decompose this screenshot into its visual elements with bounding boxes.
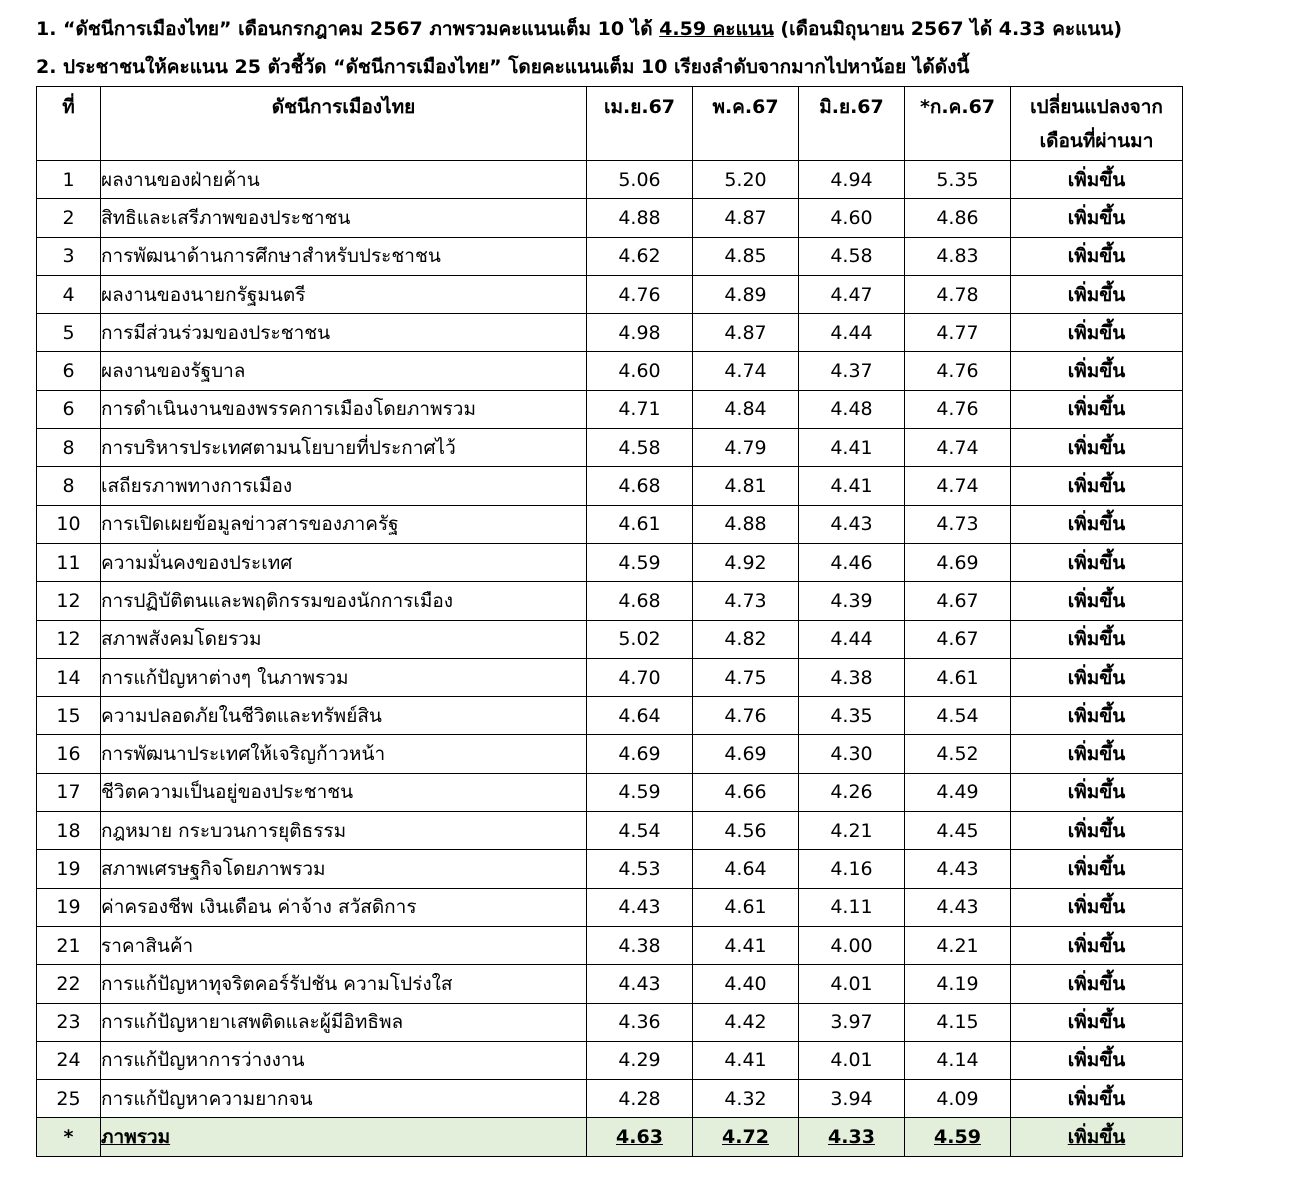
- cell-jun: 4.47: [799, 275, 905, 313]
- cell-apr: 4.28: [587, 1080, 693, 1118]
- table-row: [37, 199, 1183, 237]
- header-jun: มิ.ย.67: [799, 87, 905, 161]
- intro-line-1-suffix: (เดือนมิถุนายน 2567 ได้ 4.33 คะแนน): [773, 18, 1123, 40]
- cell-rank: 6: [37, 390, 101, 428]
- cell-change: เพิ่มขึ้น: [1011, 429, 1183, 467]
- cell-change: เพิ่มขึ้น: [1011, 965, 1183, 1003]
- header-change-line1: เปลี่ยนแปลงจาก: [1030, 96, 1163, 118]
- cell-name: การปฏิบัติตนและพฤติกรรมของนักการเมือง: [101, 582, 587, 620]
- table-row: [37, 812, 1183, 850]
- cell-rank: 5: [37, 314, 101, 352]
- total-apr-cell: [587, 1118, 693, 1156]
- cell-jun: 3.97: [799, 1003, 905, 1041]
- total-row: [37, 1118, 1183, 1156]
- cell-jul: 4.69: [905, 543, 1011, 581]
- cell-change: เพิ่มขึ้น: [1011, 812, 1183, 850]
- cell-name: ความปลอดภัยในชีวิตและทรัพย์สิน: [101, 697, 587, 735]
- header-rank: ที่: [37, 87, 101, 161]
- cell-apr: 4.69: [587, 735, 693, 773]
- cell-change: เพิ่มขึ้น: [1011, 505, 1183, 543]
- cell-rank: 6: [37, 352, 101, 390]
- header-may: พ.ค.67: [693, 87, 799, 161]
- cell-apr: 4.76: [587, 275, 693, 313]
- header-change-line2: เดือนที่ผ่านมา: [1039, 130, 1154, 152]
- table-row: [37, 850, 1183, 888]
- cell-change: เพิ่มขึ้น: [1011, 697, 1183, 735]
- cell-name: ราคาสินค้า: [101, 926, 587, 964]
- cell-change: เพิ่มขึ้น: [1011, 1080, 1183, 1118]
- cell-jun: 3.94: [799, 1080, 905, 1118]
- cell-change: เพิ่มขึ้น: [1011, 735, 1183, 773]
- cell-name: การบริหารประเทศตามนโยบายที่ประกาศไว้: [101, 429, 587, 467]
- cell-apr: 4.88: [587, 199, 693, 237]
- cell-jun: 4.41: [799, 429, 905, 467]
- cell-apr: 4.98: [587, 314, 693, 352]
- cell-name: การแก้ปัญหายาเสพติดและผู้มีอิทธิพล: [101, 1003, 587, 1041]
- cell-change: เพิ่มขึ้น: [1011, 888, 1183, 926]
- cell-apr: 4.70: [587, 658, 693, 696]
- cell-change: เพิ่มขึ้น: [1011, 1041, 1183, 1079]
- cell-jul: 4.43: [905, 850, 1011, 888]
- table-row: [37, 429, 1183, 467]
- table-row: [37, 505, 1183, 543]
- cell-change: เพิ่มขึ้น: [1011, 161, 1183, 199]
- cell-apr: 4.38: [587, 926, 693, 964]
- header-name: ดัชนีการเมืองไทย: [101, 87, 587, 161]
- cell-jul: 4.52: [905, 735, 1011, 773]
- table-row: [37, 275, 1183, 313]
- cell-jul: 4.76: [905, 352, 1011, 390]
- cell-jun: 4.16: [799, 850, 905, 888]
- cell-jun: 4.38: [799, 658, 905, 696]
- cell-change: เพิ่มขึ้น: [1011, 275, 1183, 313]
- cell-name: ชีวิตความเป็นอยู่ของประชาชน: [101, 773, 587, 811]
- cell-jul: 4.73: [905, 505, 1011, 543]
- cell-jun: 4.60: [799, 199, 905, 237]
- cell-name: ผลงานของฝ่ายค้าน: [101, 161, 587, 199]
- cell-jun: 4.39: [799, 582, 905, 620]
- cell-name: กฎหมาย กระบวนการยุติธรรม: [101, 812, 587, 850]
- table-row: [37, 620, 1183, 658]
- total-name: ภาพรวม: [101, 1126, 171, 1149]
- table-row: [37, 161, 1183, 199]
- cell-change: เพิ่มขึ้น: [1011, 314, 1183, 352]
- cell-jul: 4.49: [905, 773, 1011, 811]
- cell-apr: 4.53: [587, 850, 693, 888]
- table-row: [37, 1003, 1183, 1041]
- cell-name: การแก้ปัญหาทุจริตคอร์รัปชัน ความโปร่งใส: [101, 965, 587, 1003]
- cell-apr: 4.58: [587, 429, 693, 467]
- cell-rank: 22: [37, 965, 101, 1003]
- cell-jul: 4.45: [905, 812, 1011, 850]
- cell-apr: 4.36: [587, 1003, 693, 1041]
- cell-rank: 1: [37, 161, 101, 199]
- header-jul: *ก.ค.67: [905, 87, 1011, 161]
- cell-may: 5.20: [693, 161, 799, 199]
- cell-jul: 4.74: [905, 467, 1011, 505]
- cell-may: 4.66: [693, 773, 799, 811]
- cell-may: 4.41: [693, 1041, 799, 1079]
- table-row: [37, 467, 1183, 505]
- cell-name: การดำเนินงานของพรรคการเมืองโดยภาพรวม: [101, 390, 587, 428]
- cell-change: เพิ่มขึ้น: [1011, 237, 1183, 275]
- cell-may: 4.92: [693, 543, 799, 581]
- cell-may: 4.32: [693, 1080, 799, 1118]
- cell-rank: 25: [37, 1080, 101, 1118]
- cell-jun: 4.30: [799, 735, 905, 773]
- cell-may: 4.61: [693, 888, 799, 926]
- cell-apr: 4.43: [587, 888, 693, 926]
- cell-jun: 4.01: [799, 965, 905, 1003]
- cell-jul: 4.54: [905, 697, 1011, 735]
- total-apr: 4.63: [616, 1126, 663, 1149]
- cell-change: เพิ่มขึ้น: [1011, 390, 1183, 428]
- intro-line-2: 2. ประชาชนให้คะแนน 25 ตัวชี้วัด “ดัชนีการเมืองไทย” โดยคะแนนเต็ม 10 เรียงลำดับจากมากไปหาน้อย ได้ดังนี้: [36, 56, 970, 78]
- table-row: [37, 697, 1183, 735]
- header-change: [1011, 87, 1183, 161]
- table-row: [37, 237, 1183, 275]
- total-change: เพิ่มขึ้น: [1067, 1126, 1126, 1149]
- cell-name: ผลงานของรัฐบาล: [101, 352, 587, 390]
- cell-may: 4.64: [693, 850, 799, 888]
- cell-change: เพิ่มขึ้น: [1011, 850, 1183, 888]
- cell-jun: 4.41: [799, 467, 905, 505]
- cell-name: เสถียรภาพทางการเมือง: [101, 467, 587, 505]
- total-change-cell: [1011, 1118, 1183, 1156]
- cell-apr: 4.54: [587, 812, 693, 850]
- cell-jun: 4.35: [799, 697, 905, 735]
- cell-apr: 4.60: [587, 352, 693, 390]
- intro-line-1: [36, 15, 1122, 43]
- cell-name: การแก้ปัญหาการว่างงาน: [101, 1041, 587, 1079]
- cell-may: 4.79: [693, 429, 799, 467]
- cell-jul: 4.67: [905, 582, 1011, 620]
- table-row: [37, 314, 1183, 352]
- cell-apr: 4.68: [587, 467, 693, 505]
- cell-change: เพิ่มขึ้น: [1011, 352, 1183, 390]
- cell-jun: 4.37: [799, 352, 905, 390]
- cell-jun: 4.58: [799, 237, 905, 275]
- cell-jun: 4.43: [799, 505, 905, 543]
- total-jun-cell: [799, 1118, 905, 1156]
- header-apr: เม.ย.67: [587, 87, 693, 161]
- cell-jun: 4.00: [799, 926, 905, 964]
- table-row: [37, 352, 1183, 390]
- table-row: [37, 773, 1183, 811]
- cell-change: เพิ่มขึ้น: [1011, 1003, 1183, 1041]
- cell-jul: 4.61: [905, 658, 1011, 696]
- total-may: 4.72: [722, 1126, 769, 1149]
- cell-rank: 12: [37, 582, 101, 620]
- cell-change: เพิ่มขึ้น: [1011, 467, 1183, 505]
- table-header-row: [37, 87, 1183, 161]
- cell-jul: 4.19: [905, 965, 1011, 1003]
- cell-jul: 4.74: [905, 429, 1011, 467]
- cell-jul: 4.77: [905, 314, 1011, 352]
- cell-rank: 4: [37, 275, 101, 313]
- cell-may: 4.85: [693, 237, 799, 275]
- cell-jun: 4.26: [799, 773, 905, 811]
- cell-jul: 4.67: [905, 620, 1011, 658]
- total-jul: 4.59: [934, 1126, 981, 1149]
- cell-jul: 4.09: [905, 1080, 1011, 1118]
- cell-may: 4.69: [693, 735, 799, 773]
- cell-rank: 11: [37, 543, 101, 581]
- cell-rank: 12: [37, 620, 101, 658]
- cell-change: เพิ่มขึ้น: [1011, 543, 1183, 581]
- cell-jul: 4.83: [905, 237, 1011, 275]
- table-row: [37, 888, 1183, 926]
- table-row: [37, 390, 1183, 428]
- cell-rank: 24: [37, 1041, 101, 1079]
- cell-name: สภาพสังคมโดยรวม: [101, 620, 587, 658]
- total-name-cell: [101, 1118, 587, 1156]
- cell-jul: 4.86: [905, 199, 1011, 237]
- intro-overall-score: 4.59 คะแนน: [659, 18, 774, 40]
- cell-name: การพัฒนาประเทศให้เจริญก้าวหน้า: [101, 735, 587, 773]
- cell-name: การพัฒนาด้านการศึกษาสำหรับประชาชน: [101, 237, 587, 275]
- cell-jul: 4.78: [905, 275, 1011, 313]
- cell-apr: 4.68: [587, 582, 693, 620]
- table-row: [37, 735, 1183, 773]
- cell-may: 4.89: [693, 275, 799, 313]
- cell-name: การแก้ปัญหาความยากจน: [101, 1080, 587, 1118]
- cell-may: 4.88: [693, 505, 799, 543]
- cell-jun: 4.48: [799, 390, 905, 428]
- cell-rank: 14: [37, 658, 101, 696]
- total-jun: 4.33: [828, 1126, 875, 1149]
- cell-apr: 5.02: [587, 620, 693, 658]
- cell-rank: 17: [37, 773, 101, 811]
- cell-rank: 8: [37, 429, 101, 467]
- cell-change: เพิ่มขึ้น: [1011, 658, 1183, 696]
- cell-jun: 4.44: [799, 620, 905, 658]
- table-row: [37, 965, 1183, 1003]
- table-row: [37, 658, 1183, 696]
- cell-jul: 4.14: [905, 1041, 1011, 1079]
- cell-may: 4.42: [693, 1003, 799, 1041]
- cell-change: เพิ่มขึ้น: [1011, 199, 1183, 237]
- cell-rank: 19: [37, 888, 101, 926]
- cell-may: 4.73: [693, 582, 799, 620]
- cell-may: 4.87: [693, 314, 799, 352]
- cell-apr: 4.61: [587, 505, 693, 543]
- cell-may: 4.87: [693, 199, 799, 237]
- cell-change: เพิ่มขึ้น: [1011, 773, 1183, 811]
- cell-apr: 4.29: [587, 1041, 693, 1079]
- cell-name: การมีส่วนร่วมของประชาชน: [101, 314, 587, 352]
- index-table: [36, 86, 1183, 1157]
- cell-rank: 8: [37, 467, 101, 505]
- cell-name: การเปิดเผยข้อมูลข่าวสารของภาครัฐ: [101, 505, 587, 543]
- table-row: [37, 1080, 1183, 1118]
- cell-change: เพิ่มขึ้น: [1011, 582, 1183, 620]
- cell-rank: 10: [37, 505, 101, 543]
- cell-may: 4.82: [693, 620, 799, 658]
- cell-name: สภาพเศรษฐกิจโดยภาพรวม: [101, 850, 587, 888]
- cell-jun: 4.46: [799, 543, 905, 581]
- cell-jun: 4.44: [799, 314, 905, 352]
- cell-apr: 4.59: [587, 543, 693, 581]
- cell-jul: 4.15: [905, 1003, 1011, 1041]
- cell-name: ความมั่นคงของประเทศ: [101, 543, 587, 581]
- cell-jul: 4.76: [905, 390, 1011, 428]
- cell-name: สิทธิและเสรีภาพของประชาชน: [101, 199, 587, 237]
- cell-change: เพิ่มขึ้น: [1011, 620, 1183, 658]
- cell-name: การแก้ปัญหาต่างๆ ในภาพรวม: [101, 658, 587, 696]
- cell-jul: 4.21: [905, 926, 1011, 964]
- table-body: [37, 161, 1183, 1118]
- table-row: [37, 543, 1183, 581]
- table-row: [37, 926, 1183, 964]
- cell-apr: 4.62: [587, 237, 693, 275]
- cell-may: 4.56: [693, 812, 799, 850]
- cell-rank: 3: [37, 237, 101, 275]
- cell-may: 4.81: [693, 467, 799, 505]
- cell-jun: 4.94: [799, 161, 905, 199]
- table-row: [37, 582, 1183, 620]
- cell-rank: 16: [37, 735, 101, 773]
- cell-jul: 4.43: [905, 888, 1011, 926]
- cell-rank: 19: [37, 850, 101, 888]
- cell-jun: 4.01: [799, 1041, 905, 1079]
- cell-apr: 4.64: [587, 697, 693, 735]
- cell-rank: 21: [37, 926, 101, 964]
- cell-may: 4.41: [693, 926, 799, 964]
- cell-apr: 4.59: [587, 773, 693, 811]
- cell-apr: 4.71: [587, 390, 693, 428]
- cell-may: 4.40: [693, 965, 799, 1003]
- cell-name: ค่าครองชีพ เงินเดือน ค่าจ้าง สวัสดิการ: [101, 888, 587, 926]
- cell-jun: 4.21: [799, 812, 905, 850]
- cell-name: ผลงานของนายกรัฐมนตรี: [101, 275, 587, 313]
- cell-may: 4.74: [693, 352, 799, 390]
- cell-jun: 4.11: [799, 888, 905, 926]
- cell-rank: 2: [37, 199, 101, 237]
- total-rank: *: [37, 1118, 101, 1156]
- intro-line-1-prefix: 1. “ดัชนีการเมืองไทย” เดือนกรกฎาคม 2567 ภาพรวมคะแนนเต็ม 10 ได้: [36, 18, 660, 40]
- cell-rank: 18: [37, 812, 101, 850]
- cell-change: เพิ่มขึ้น: [1011, 926, 1183, 964]
- total-may-cell: [693, 1118, 799, 1156]
- cell-apr: 5.06: [587, 161, 693, 199]
- cell-apr: 4.43: [587, 965, 693, 1003]
- cell-may: 4.76: [693, 697, 799, 735]
- table-row: [37, 1041, 1183, 1079]
- cell-jul: 5.35: [905, 161, 1011, 199]
- cell-rank: 15: [37, 697, 101, 735]
- cell-may: 4.75: [693, 658, 799, 696]
- cell-may: 4.84: [693, 390, 799, 428]
- total-jul-cell: [905, 1118, 1011, 1156]
- cell-rank: 23: [37, 1003, 101, 1041]
